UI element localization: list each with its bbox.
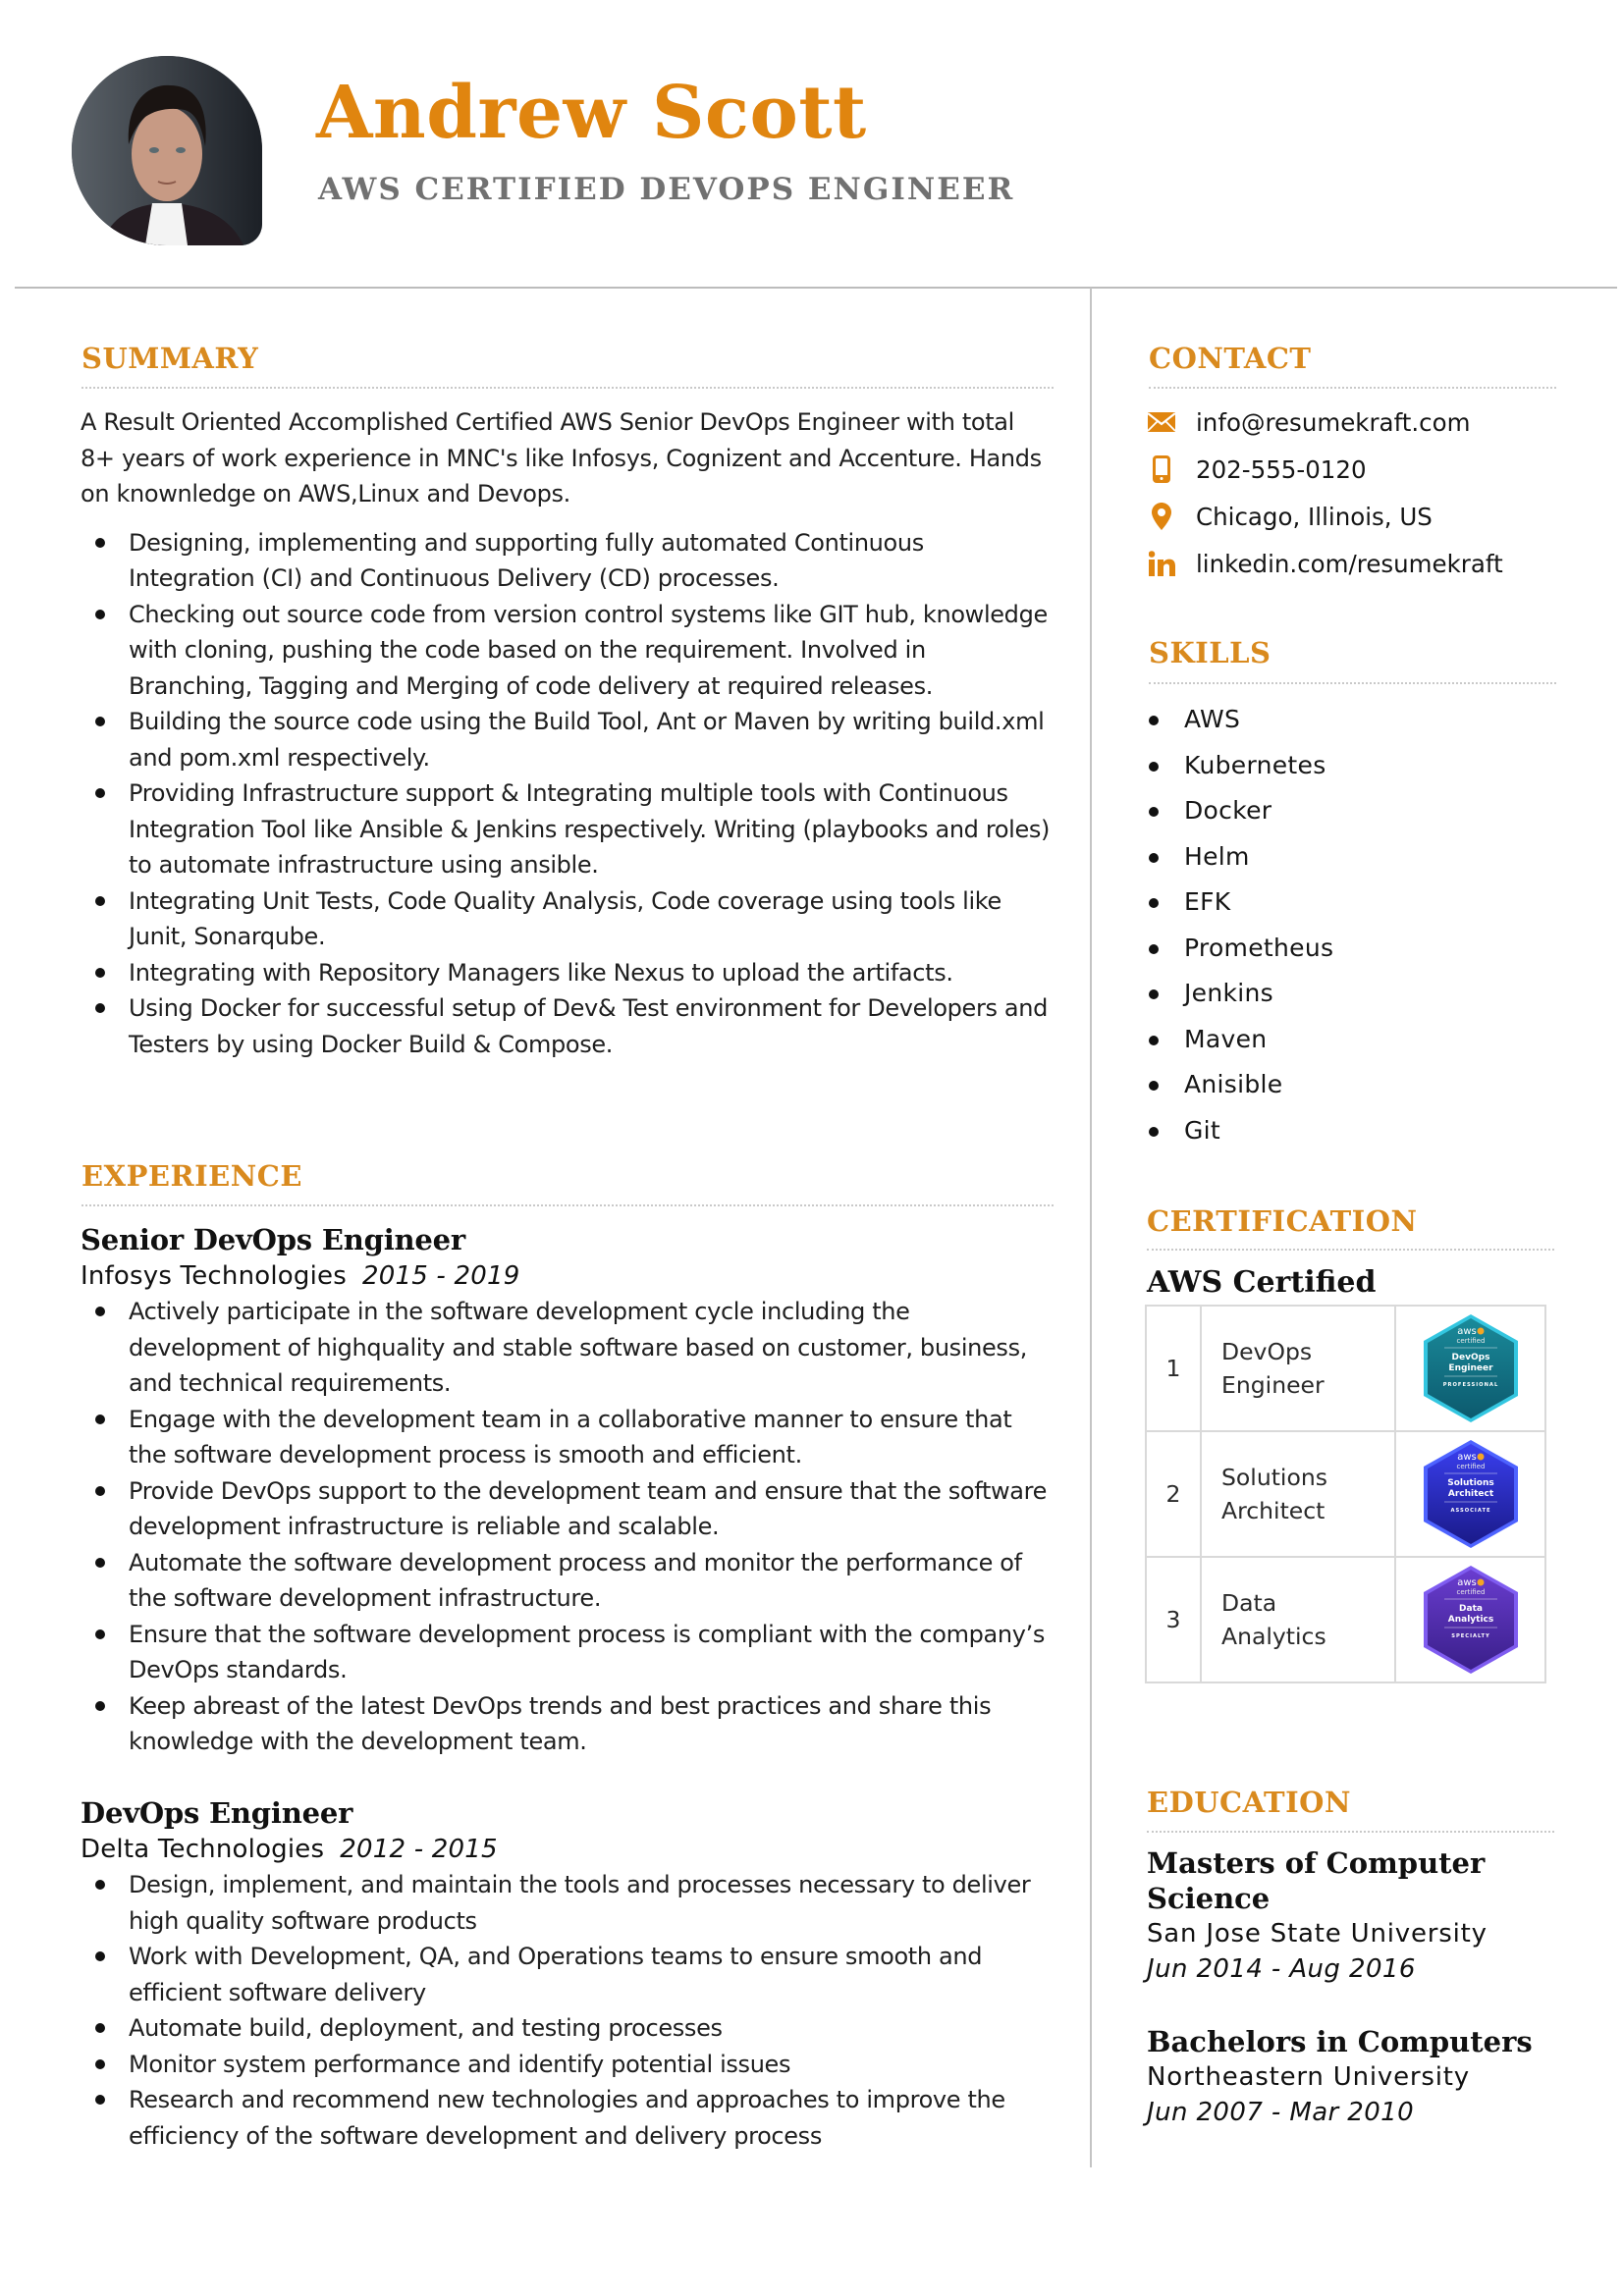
skill-item: AWS — [1147, 697, 1549, 743]
bullet-icon — [1149, 1081, 1159, 1091]
certification-divider — [1147, 1249, 1554, 1251]
skill-item: Prometheus — [1147, 926, 1549, 972]
contact-location — [1147, 493, 1549, 540]
contact-heading: CONTACT — [1149, 342, 1312, 375]
summary-bullet: Building the source code using the Build Tool, Ant or Maven by writing build.xml and pom.xml respectively. — [81, 704, 1053, 775]
location-pin-icon — [1147, 502, 1176, 531]
edu-degree: Bachelors in Computers — [1147, 2025, 1533, 2058]
skill-item: Docker — [1147, 788, 1549, 834]
job-bullets — [81, 1294, 1053, 1760]
bullet-icon — [1149, 898, 1159, 908]
edu-dates: Jun 2007 - Mar 2010 — [1147, 2098, 1415, 2127]
cert-row — [1146, 1306, 1545, 1431]
cert-label: Solutions Architect — [1201, 1431, 1395, 1557]
bullet-icon — [95, 2023, 105, 2033]
cert-row — [1146, 1431, 1545, 1557]
summary-bullet: Checking out source code from version control systems like GIT hub, knowledge with cloning, pushing the code based on the requirement. Involved in Branching, Tagging and Merging of code delivery at required releases. — [81, 597, 1053, 705]
badge-certified: certified — [1456, 1463, 1485, 1470]
badge-brand: aws — [1456, 1326, 1477, 1337]
contact-email-text[interactable]: info@resumekraft.com — [1196, 407, 1471, 437]
cert-badge-cell — [1395, 1431, 1545, 1557]
badge-certified: certified — [1456, 1588, 1485, 1596]
badge-level: SPECIALTY — [1450, 1633, 1490, 1639]
badge-line1: Solutions — [1446, 1478, 1494, 1488]
skills-divider — [1149, 682, 1556, 684]
header-divider — [15, 287, 1617, 289]
education-entry — [1147, 2024, 1549, 2130]
cert-badge-cell — [1395, 1557, 1545, 1682]
job-company: Delta Technologies — [81, 1835, 325, 1864]
contact-email[interactable] — [1147, 399, 1549, 446]
phone-icon — [1147, 454, 1176, 484]
bullet-icon — [95, 1415, 105, 1424]
certification-table — [1145, 1305, 1546, 1683]
job-meta — [81, 1832, 1053, 1867]
bullet-icon — [95, 717, 105, 726]
bullet-icon — [95, 1486, 105, 1496]
bullet-icon — [95, 538, 105, 548]
bullet-icon — [95, 1558, 105, 1568]
summary-bullets — [81, 525, 1053, 1063]
summary-bullet: Designing, implementing and supporting fully automated Continuous Integration (CI) and Continuous Delivery (CD) processes. — [81, 525, 1053, 597]
portrait-image — [72, 56, 262, 245]
bullet-icon — [95, 1629, 105, 1639]
badge-svg — [1421, 1564, 1521, 1676]
bullet-icon — [1149, 762, 1159, 772]
aws-data-analytics-badge-icon — [1421, 1577, 1521, 1639]
job-bullet: Automate build, deployment, and testing processes — [81, 2010, 1053, 2047]
candidate-title: AWS CERTIFIED DEVOPS ENGINEER — [318, 172, 1015, 207]
job-entry — [81, 1794, 1053, 2154]
bullet-icon — [95, 2095, 105, 2105]
badge-level: PROFESSIONAL — [1442, 1382, 1498, 1388]
bullet-icon — [1149, 944, 1159, 954]
contact-phone[interactable] — [1147, 446, 1549, 493]
job-bullet: Ensure that the software development process is compliant with the company’s DevOps standards. — [81, 1617, 1053, 1688]
contact-linkedin-text[interactable]: linkedin.com/resumekraft — [1196, 549, 1503, 578]
badge-brand: aws — [1456, 1577, 1477, 1588]
profile-photo — [72, 56, 262, 245]
badge-brand: aws — [1456, 1452, 1477, 1463]
badge-certified: certified — [1456, 1337, 1485, 1345]
job-bullet: Work with Development, QA, and Operations teams to ensure smooth and efficient software delivery — [81, 1939, 1053, 2010]
job-dates: 2015 - 2019 — [361, 1261, 520, 1291]
cert-label: DevOps Engineer — [1201, 1306, 1395, 1431]
skills-heading: SKILLS — [1149, 636, 1271, 669]
certification-heading: CERTIFICATION — [1147, 1204, 1418, 1238]
badge-level: ASSOCIATE — [1449, 1508, 1491, 1514]
envelope-icon — [1147, 407, 1176, 437]
bullet-icon — [95, 788, 105, 798]
summary-heading: SUMMARY — [81, 342, 259, 375]
education-entry — [1147, 1845, 1549, 1987]
aws-devops-badge-icon — [1421, 1326, 1521, 1388]
cert-badge-cell — [1395, 1306, 1545, 1431]
job-title: DevOps Engineer — [81, 1796, 353, 1830]
bullet-icon — [1149, 716, 1159, 725]
bullet-icon — [95, 896, 105, 906]
badge-line2: Engineer — [1447, 1363, 1493, 1373]
experience-heading: EXPERIENCE — [81, 1159, 302, 1193]
badge-line1: Data — [1458, 1604, 1483, 1614]
contact-list — [1147, 399, 1549, 587]
linkedin-icon — [1147, 549, 1176, 578]
bullet-icon — [95, 1307, 105, 1316]
bullet-icon — [1149, 989, 1159, 999]
summary-bullet: Integrating with Repository Managers like Nexus to upload the artifacts. — [81, 955, 1053, 991]
aws-solutions-architect-badge-icon — [1421, 1452, 1521, 1514]
summary-divider — [81, 387, 1054, 389]
job-company: Infosys Technologies — [81, 1261, 347, 1291]
cert-number: 3 — [1146, 1557, 1201, 1682]
bullet-icon — [95, 610, 105, 619]
job-bullet: Keep abreast of the latest DevOps trends and best practices and share this knowledge with the development team. — [81, 1688, 1053, 1760]
summary-section — [81, 404, 1053, 1062]
job-meta — [81, 1258, 1053, 1294]
badge-line2: Architect — [1447, 1489, 1493, 1499]
badge-line2: Analytics — [1447, 1615, 1493, 1625]
job-dates: 2012 - 2015 — [340, 1835, 498, 1864]
bullet-icon — [1149, 1036, 1159, 1045]
skill-item: Kubernetes — [1147, 743, 1549, 789]
job-entry — [81, 1221, 1053, 1760]
summary-bullet: Integrating Unit Tests, Code Quality Analysis, Code coverage using tools like Junit, Sonarqube. — [81, 883, 1053, 955]
skill-item: Anisible — [1147, 1062, 1549, 1108]
bullet-icon — [95, 1951, 105, 1961]
skill-item: Jenkins — [1147, 971, 1549, 1017]
badge-check-icon — [1477, 1328, 1484, 1335]
summary-bullet: Providing Infrastructure support & Integrating multiple tools with Continuous Integration Tool like Ansible & Jenkins respectively. Writing (playbooks and roles) to automate infrastructure using ansible. — [81, 775, 1053, 883]
skill-item: EFK — [1147, 880, 1549, 926]
job-bullet: Automate the software development process and monitor the performance of the software development infrastructure. — [81, 1545, 1053, 1617]
edu-school: San Jose State University — [1147, 1919, 1488, 1949]
badge-svg — [1421, 1438, 1521, 1550]
job-bullets — [81, 1867, 1053, 2154]
badge-svg — [1421, 1312, 1521, 1424]
summary-paragraph: A Result Oriented Accomplished Certified AWS Senior DevOps Engineer with total 8+ years of work experience in MNC's like Infosys, Cognizent and Accenture. Hands on knownledge on AWS,Linux and Devops. — [81, 408, 1042, 507]
experience-divider — [81, 1204, 1054, 1206]
skill-item: Git — [1147, 1108, 1549, 1154]
skill-item: Helm — [1147, 834, 1549, 881]
candidate-name: Andrew Scott — [316, 71, 867, 155]
bullet-icon — [95, 968, 105, 978]
contact-location-text: Chicago, Illinois, US — [1196, 502, 1433, 531]
contact-phone-text[interactable]: 202-555-0120 — [1196, 454, 1367, 484]
cert-number: 1 — [1146, 1306, 1201, 1431]
edu-dates: Jun 2014 - Aug 2016 — [1147, 1954, 1416, 1984]
job-bullet: Monitor system performance and identify potential issues — [81, 2047, 1053, 2083]
bullet-icon — [1149, 1127, 1159, 1137]
job-bullet: Actively participate in the software development cycle including the development of highquality and stable software based on customer, business, and technical requirements. — [81, 1294, 1053, 1402]
skills-list — [1147, 697, 1549, 1153]
badge-line1: DevOps — [1451, 1353, 1489, 1362]
bullet-icon — [95, 2059, 105, 2069]
cert-number: 2 — [1146, 1431, 1201, 1557]
summary-bullet: Using Docker for successful setup of Dev& Test environment for Developers and Testers by using Docker Build & Compose. — [81, 990, 1053, 1062]
cert-label: Data Analytics — [1201, 1557, 1395, 1682]
edu-school: Northeastern University — [1147, 2062, 1470, 2092]
job-bullet: Provide DevOps support to the development team and ensure that the software development infrastructure is reliable and scalable. — [81, 1473, 1053, 1545]
certification-subheading: AWS Certified — [1147, 1265, 1377, 1300]
cert-row — [1146, 1557, 1545, 1682]
bullet-icon — [95, 1701, 105, 1711]
education-heading: EDUCATION — [1147, 1786, 1351, 1819]
column-divider — [1090, 288, 1092, 2167]
education-divider — [1147, 1831, 1554, 1833]
job-title: Senior DevOps Engineer — [81, 1223, 465, 1256]
bullet-icon — [95, 1880, 105, 1890]
edu-degree: Masters of Computer Science — [1147, 1846, 1486, 1915]
job-bullet: Design, implement, and maintain the tools and processes necessary to deliver high quality software products — [81, 1867, 1053, 1939]
bullet-icon — [1149, 853, 1159, 863]
job-bullet: Engage with the development team in a collaborative manner to ensure that the software development process is smooth and efficient. — [81, 1402, 1053, 1473]
bullet-icon — [1149, 807, 1159, 817]
skill-item: Maven — [1147, 1017, 1549, 1063]
badge-check-icon — [1477, 1579, 1484, 1586]
bullet-icon — [95, 1003, 105, 1013]
contact-divider — [1149, 387, 1556, 389]
contact-linkedin[interactable] — [1147, 540, 1549, 587]
job-bullet: Research and recommend new technologies and approaches to improve the efficiency of the software development and delivery process — [81, 2082, 1053, 2154]
badge-check-icon — [1477, 1454, 1484, 1461]
